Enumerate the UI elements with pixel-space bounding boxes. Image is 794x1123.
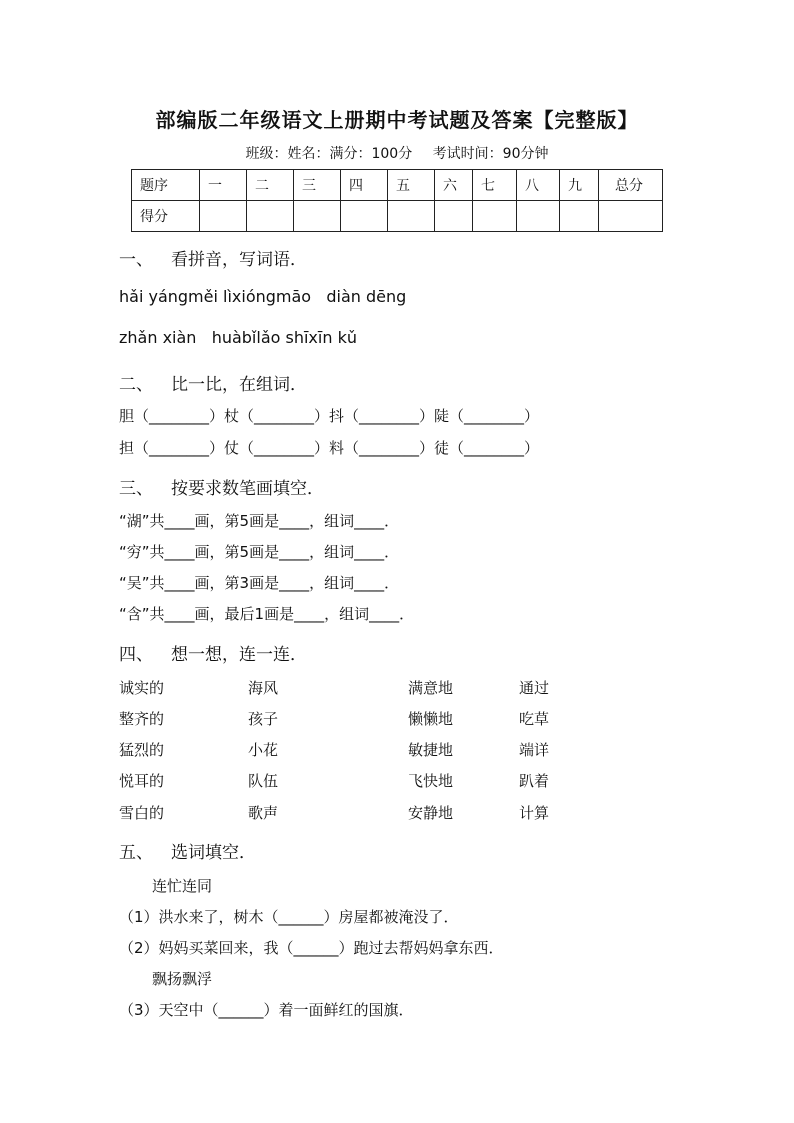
stroke-question[interactable]: “穷”共____画，第5画是____，组词____． <box>119 543 400 561</box>
score-cell[interactable] <box>200 201 247 232</box>
section-number: 一、 <box>119 250 153 270</box>
stroke-question[interactable]: “含”共____画，最后1画是____，组词____． <box>119 605 415 623</box>
section-2-heading <box>119 370 307 395</box>
section-5-heading <box>119 838 256 863</box>
score-cell[interactable] <box>341 201 388 232</box>
connect-word[interactable]: 飞快地 <box>408 772 454 790</box>
connect-word[interactable]: 孩子 <box>248 710 279 728</box>
header-cell: 六 <box>435 170 473 201</box>
score-cell[interactable] <box>247 201 294 232</box>
header-cell: 三 <box>294 170 341 201</box>
connect-word[interactable]: 敏捷地 <box>408 741 454 759</box>
connect-word[interactable]: 吃草 <box>519 710 550 728</box>
connect-word[interactable]: 懒懒地 <box>408 710 454 728</box>
connect-word[interactable]: 安静地 <box>408 804 454 822</box>
score-table-header-row <box>132 170 663 201</box>
section-4-heading <box>119 640 307 665</box>
section-title: 选词填空． <box>171 843 256 863</box>
connect-word[interactable]: 歌声 <box>248 804 279 822</box>
header-cell: 五 <box>388 170 435 201</box>
pinyin-line: hǎi yángměi lìxióngmāo diàn dēng <box>119 287 407 306</box>
score-cell[interactable] <box>435 201 473 232</box>
header-cell: 题序 <box>132 170 200 201</box>
section-1-heading <box>119 245 307 270</box>
header-cell: 总分 <box>599 170 663 201</box>
score-cell[interactable] <box>560 201 599 232</box>
connect-word[interactable]: 猛烈的 <box>119 741 165 759</box>
connect-word[interactable]: 诚实的 <box>119 679 165 697</box>
page-title: 部编版二年级语文上册期中考试题及答案【完整版】 <box>155 108 639 132</box>
section-number: 三、 <box>119 479 153 499</box>
section-title: 比一比，在组词． <box>171 375 307 395</box>
connect-word[interactable]: 队伍 <box>248 772 279 790</box>
header-cell: 四 <box>341 170 388 201</box>
score-cell[interactable] <box>599 201 663 232</box>
section-number: 二、 <box>119 375 153 395</box>
fill-question[interactable]: （1）洪水来了，树木（______）房屋都被淹没了． <box>119 908 459 926</box>
section-title: 想一想，连一连． <box>171 645 307 665</box>
section-number: 四、 <box>119 645 153 665</box>
meta-class-name-score: 班级：姓名：满分：100分 <box>245 146 413 162</box>
connect-word[interactable]: 通过 <box>519 679 550 697</box>
compare-row[interactable]: 担（________）仗（________）料（________）徒（________） <box>119 439 540 457</box>
exam-meta <box>0 143 794 163</box>
row-label: 得分 <box>132 201 200 232</box>
pinyin-line: zhǎn xiàn huàbǐlǎo shīxīn kǔ <box>119 328 357 347</box>
stroke-question[interactable]: “吴”共____画，第3画是____，组词____． <box>119 574 400 592</box>
section-3-heading <box>119 474 324 499</box>
connect-word[interactable]: 计算 <box>519 804 550 822</box>
meta-time: 考试时间：90分钟 <box>432 146 549 162</box>
header-cell: 二 <box>247 170 294 201</box>
score-cell[interactable] <box>517 201 560 232</box>
stroke-question[interactable]: “湖”共____画，第5画是____，组词____． <box>119 512 400 530</box>
score-table-score-row <box>132 201 663 232</box>
connect-word[interactable]: 小花 <box>248 741 279 759</box>
connect-word[interactable]: 海风 <box>248 679 279 697</box>
fill-question[interactable]: （2）妈妈买菜回来，我（______）跑过去帮妈妈拿东西． <box>119 939 504 957</box>
connect-word[interactable]: 悦耳的 <box>119 772 165 790</box>
compare-row[interactable]: 胆（________）杖（________）抖（________）陡（________） <box>119 407 540 425</box>
fill-question[interactable]: （3）天空中（______）着一面鲜红的国旗． <box>119 1001 414 1019</box>
score-table <box>131 169 663 232</box>
word-options: 飘扬飘浮 <box>152 970 213 988</box>
header-cell: 一 <box>200 170 247 201</box>
score-cell[interactable] <box>294 201 341 232</box>
section-number: 五、 <box>119 843 153 863</box>
score-cell[interactable] <box>473 201 517 232</box>
connect-word[interactable]: 雪白的 <box>119 804 165 822</box>
score-cell[interactable] <box>388 201 435 232</box>
connect-word[interactable]: 满意地 <box>408 679 454 697</box>
section-title: 看拼音，写词语． <box>171 250 307 270</box>
connect-word[interactable]: 趴着 <box>519 772 550 790</box>
header-cell: 九 <box>560 170 599 201</box>
header-cell: 八 <box>517 170 560 201</box>
word-options: 连忙连同 <box>152 877 213 895</box>
connect-word[interactable]: 端详 <box>519 741 550 759</box>
connect-word[interactable]: 整齐的 <box>119 710 165 728</box>
header-cell: 七 <box>473 170 517 201</box>
section-title: 按要求数笔画填空． <box>171 479 324 499</box>
